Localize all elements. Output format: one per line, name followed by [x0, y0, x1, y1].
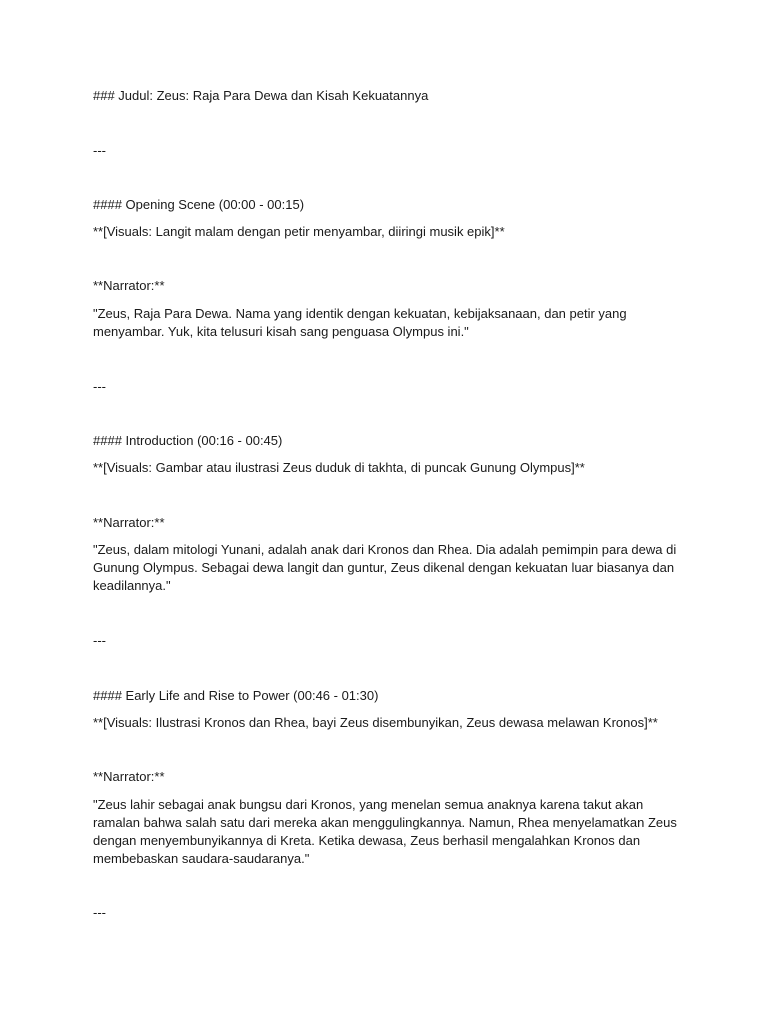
visuals-note: **[Visuals: Gambar atau ilustrasi Zeus duduk di takhta, di puncak Gunung Olympus]**	[93, 460, 585, 475]
separator: ---	[93, 143, 106, 158]
visuals-note: **[Visuals: Langit malam dengan petir menyambar, diiringi musik epik]**	[93, 224, 505, 239]
separator: ---	[93, 905, 106, 920]
narrator-label: **Narrator:**	[93, 515, 165, 530]
narration-text: "Zeus lahir sebagai anak bungsu dari Kronos, yang menelan semua anaknya karena takut akan ramalan bahwa salah satu dari mereka akan menggulingkannya. Namun, Rhea menyelamatkan Zeus dengan menyembunyikannya di Kreta. Ketika dewasa, Zeus berhasil mengalahkan Kronos dan membebaskan saudara-saudaranya."	[93, 797, 677, 866]
separator: ---	[93, 633, 106, 648]
section-heading-introduction: #### Introduction (00:16 - 00:45)	[93, 433, 283, 448]
section-heading-opening-scene: #### Opening Scene (00:00 - 00:15)	[93, 197, 305, 212]
narrator-label: **Narrator:**	[93, 769, 165, 784]
visuals-note: **[Visuals: Ilustrasi Kronos dan Rhea, bayi Zeus disembunyikan, Zeus dewasa melawan Kronos]**	[93, 715, 658, 730]
separator: ---	[93, 379, 106, 394]
narration-text: "Zeus, dalam mitologi Yunani, adalah anak dari Kronos dan Rhea. Dia adalah pemimpin para dewa di Gunung Olympus. Sebagai dewa langit dan guntur, Zeus dikenal dengan kekuatan luar biasanya dan keadilannya."	[93, 542, 677, 593]
narration-text: "Zeus, Raja Para Dewa. Nama yang identik dengan kekuatan, kebijaksanaan, dan petir yang menyambar. Yuk, kita telusuri kisah sang penguasa Olympus ini."	[93, 306, 627, 339]
document-title: ### Judul: Zeus: Raja Para Dewa dan Kisah Kekuatannya	[93, 88, 429, 103]
narrator-label: **Narrator:**	[93, 278, 165, 293]
section-heading-early-life: #### Early Life and Rise to Power (00:46 - 01:30)	[93, 688, 379, 703]
